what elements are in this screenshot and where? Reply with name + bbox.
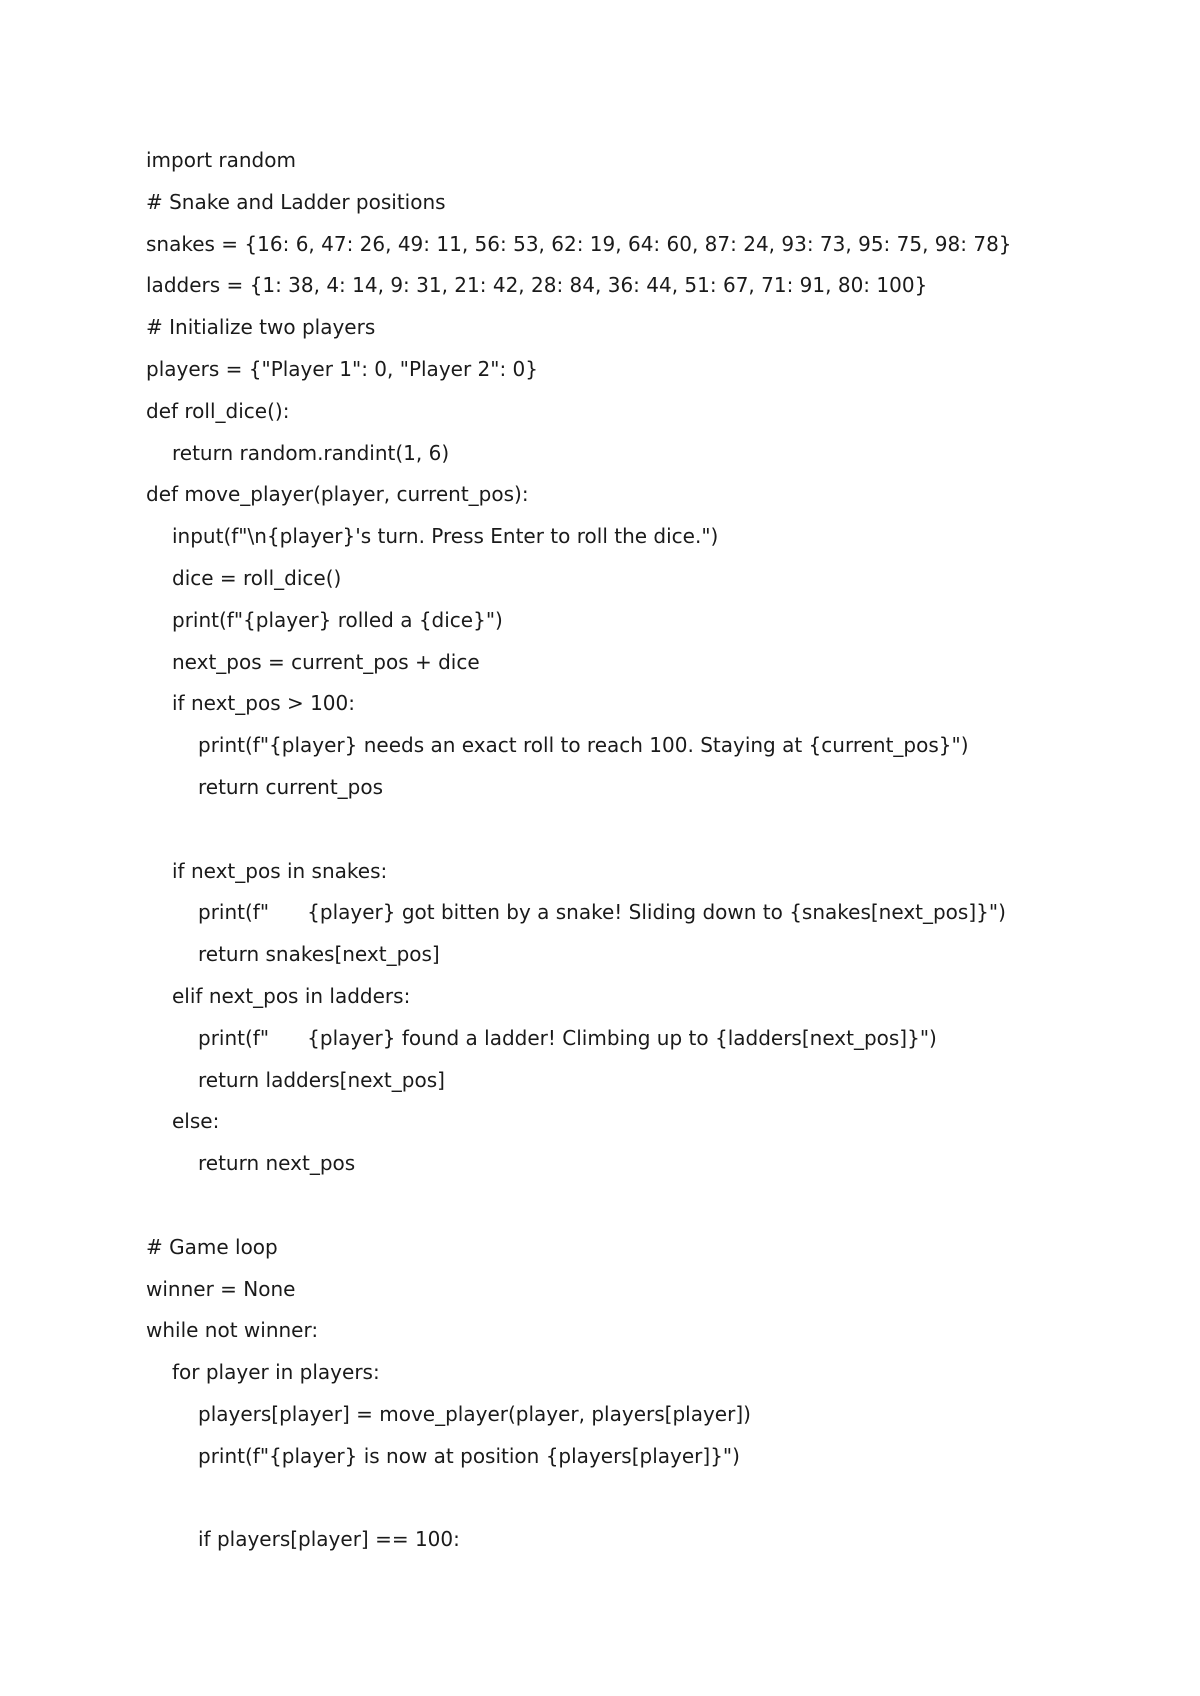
code-line <box>146 1185 1012 1227</box>
code-line: dice = roll_dice() <box>172 565 342 590</box>
code-line: ladders = {1: 38, 4: 14, 9: 31, 21: 42, 28: 84, 36: 44, 51: 67, 71: 91, 80: 100} <box>146 273 928 298</box>
code-line: return next_pos <box>198 1151 356 1176</box>
code-line: if next_pos in snakes: <box>172 858 388 883</box>
code-line: # Snake and Ladder positions <box>146 189 446 214</box>
code-line <box>146 1478 1012 1520</box>
code-line <box>146 809 1012 851</box>
code-line: import random <box>146 148 296 172</box>
code-line: return current_pos <box>198 774 384 799</box>
code-line: players = {"Player 1": 0, "Player 2": 0} <box>146 356 539 381</box>
code-line: print(f"{player} needs an exact roll to reach 100. Staying at {current_pos}") <box>198 733 969 758</box>
code-line: print(f" {player} found a ladder! Climbing up to {ladders[next_pos]}") <box>198 1025 937 1050</box>
code-line: input(f"\n{player}'s turn. Press Enter to roll the dice.") <box>172 524 719 549</box>
code-line: else: <box>172 1109 220 1134</box>
code-line: print(f"{player} is now at position {players[player]}") <box>198 1443 740 1468</box>
code-line: if players[player] == 100: <box>198 1527 460 1552</box>
code-line: print(f"{player} rolled a {dice}") <box>172 607 503 632</box>
code-line: # Initialize two players <box>146 315 376 340</box>
code-line: players[player] = move_player(player, players[player]) <box>198 1401 751 1426</box>
code-line: snakes = {16: 6, 47: 26, 49: 11, 56: 53, 62: 19, 64: 60, 87: 24, 93: 73, 95: 75, 98: 78} <box>146 231 1012 256</box>
code-listing <box>146 140 1012 1561</box>
code-line: for player in players: <box>172 1360 380 1385</box>
code-line: def move_player(player, current_pos): <box>146 482 529 507</box>
code-line: return random.randint(1, 6) <box>172 440 450 465</box>
code-line: while not winner: <box>146 1318 319 1343</box>
code-line: # Game loop <box>146 1234 278 1259</box>
code-line: def roll_dice(): <box>146 398 290 423</box>
code-line: print(f" {player} got bitten by a snake! Sliding down to {snakes[next_pos]}") <box>198 900 1006 925</box>
code-line: return ladders[next_pos] <box>198 1067 445 1092</box>
code-line: return snakes[next_pos] <box>198 942 440 967</box>
code-line: if next_pos > 100: <box>172 691 355 716</box>
code-line: elif next_pos in ladders: <box>172 983 411 1008</box>
code-line: next_pos = current_pos + dice <box>172 649 480 674</box>
code-line: winner = None <box>146 1276 296 1301</box>
